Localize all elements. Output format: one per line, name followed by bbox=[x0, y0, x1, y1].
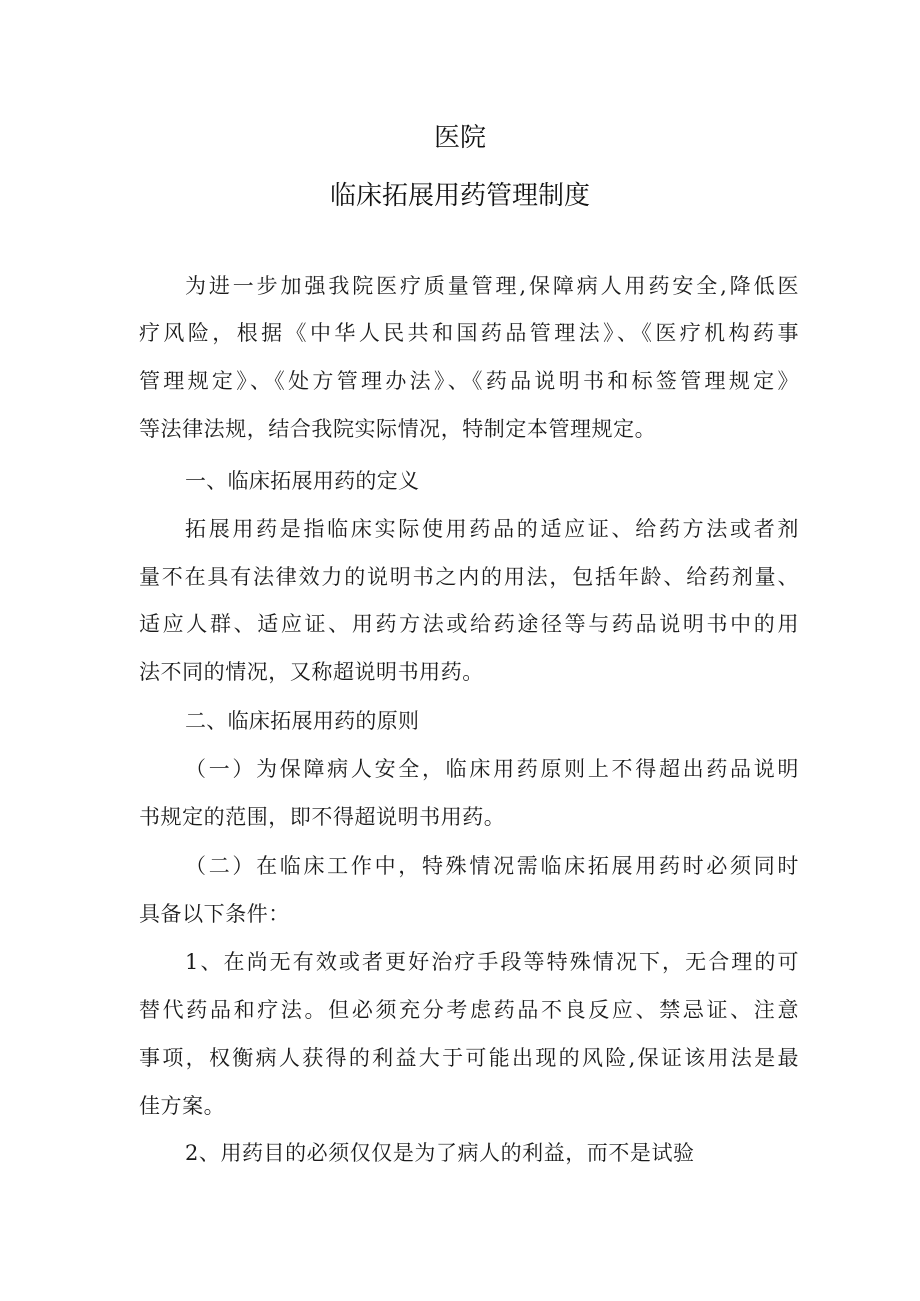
paragraph-line: 具备以下条件： bbox=[139, 902, 290, 926]
paragraph-line: 事项，权衡病人获得的利益大于可能出现的风险,保证该用法是最 bbox=[139, 1046, 799, 1070]
paragraph-line: 等法律法规，结合我院实际情况，特制定本管理规定。 bbox=[139, 417, 657, 441]
paragraph-line: 疗风险，根据《中华人民共和国药品管理法》、《医疗机构药事 bbox=[139, 321, 799, 345]
paragraph-line: 量不在具有法律效力的说明书之内的用法，包括年龄、给药剂量、 bbox=[139, 565, 799, 589]
paragraph-line: 1、在尚无有效或者更好治疗手段等特殊情况下，无合理的可 bbox=[185, 950, 799, 974]
paragraph-line: 2、用药目的必须仅仅是为了病人的利益，而不是试验 bbox=[185, 1141, 695, 1165]
paragraph-line: 管理规定》、《处方管理办法》、《药品说明书和标签管理规定》 bbox=[139, 369, 799, 393]
paragraph-line: （二）在临床工作中，特殊情况需临床拓展用药时必须同时 bbox=[185, 854, 799, 878]
paragraph-line: 法不同的情况，又称超说明书用药。 bbox=[139, 660, 484, 684]
paragraph-line: 为进一步加强我院医疗质量管理,保障病人用药安全,降低医 bbox=[185, 274, 799, 298]
paragraph-line: 书规定的范围，即不得超说明书用药。 bbox=[139, 805, 506, 829]
paragraph-line: 适应人群、适应证、用药方法或给药途径等与药品说明书中的用 bbox=[139, 612, 799, 636]
paragraph-line: （一）为保障病人安全，临床用药原则上不得超出药品说明 bbox=[185, 757, 799, 781]
paragraph-line: 替代药品和疗法。但必须充分考虑药品不良反应、禁忌证、注意 bbox=[139, 998, 799, 1022]
section-heading: 二、临床拓展用药的原则 bbox=[185, 709, 420, 733]
paragraph-line: 拓展用药是指临床实际使用药品的适应证、给药方法或者剂 bbox=[185, 517, 799, 541]
paragraph-line: 佳方案。 bbox=[139, 1094, 226, 1118]
document-title: 医院 bbox=[433, 123, 486, 153]
document-subtitle: 临床拓展用药管理制度 bbox=[329, 181, 590, 211]
section-heading: 一、临床拓展用药的定义 bbox=[185, 469, 420, 493]
